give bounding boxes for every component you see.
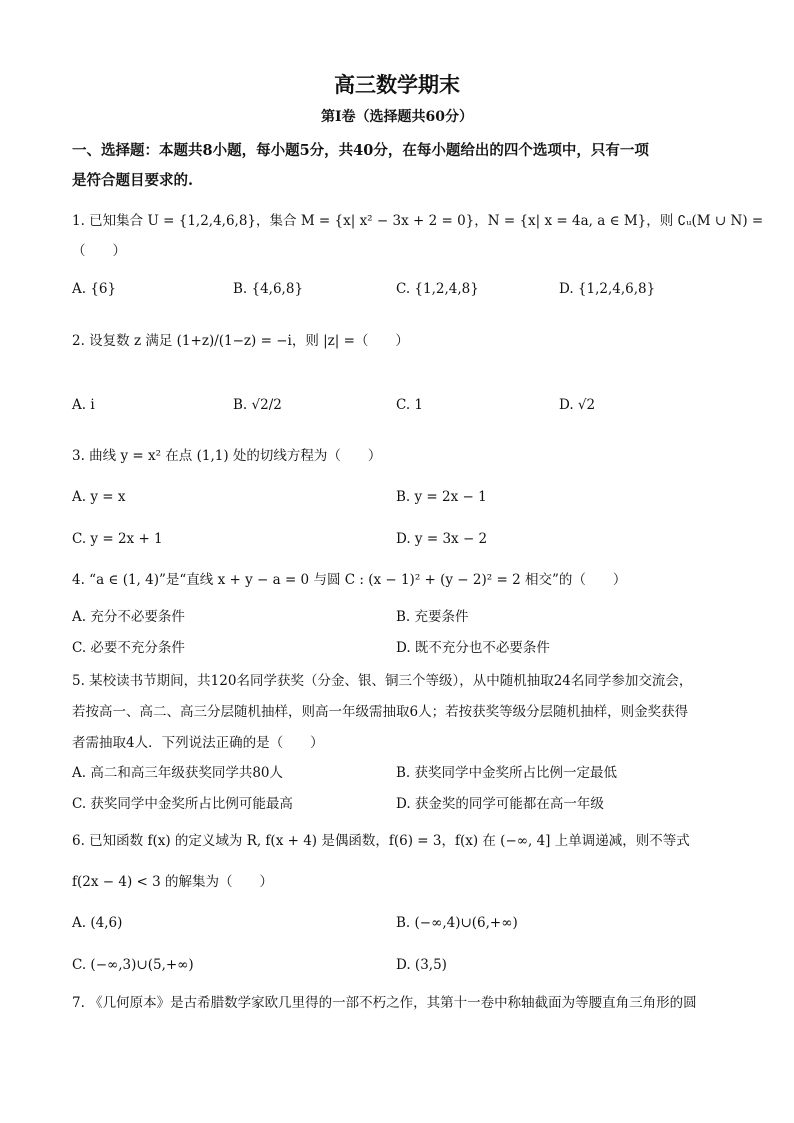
option-a: A. 充分不必要条件 [72, 609, 185, 625]
option-d: D. 既不充分也不必要条件 [396, 640, 550, 656]
question-stem: 1. 已知集合 U = {1,2,4,6,8}，集合 M = {x| x² − 3x + 2 = 0}，N = {x| x = 4a, a ∈ M}，则 ∁ᵤ(M ∪ N) = [72, 213, 764, 229]
question-stem: 2. 设复数 z 满足 (1+z)/(1−z) = −i，则 |z| =（ ） [72, 333, 409, 349]
question-stem: 4. “a ∈ (1, 4)”是“直线 x + y − a = 0 与圆 C : (x − 1)² + (y − 2)² = 2 相交”的（ ） [72, 572, 627, 588]
page-title: 高三数学期末 [334, 72, 460, 97]
option-b: B. √2/2 [233, 397, 282, 413]
option-b: B. 获奖同学中金奖所占比例一定最低 [396, 765, 618, 781]
option-d: D. 获金奖的同学可能都在高一年级 [396, 796, 604, 812]
question-stem: 若按高一、高二、高三分层随机抽样，则高一年级需抽取6人；若按获奖等级分层随机抽样，则金奖获得 [72, 704, 689, 720]
option-c: C. 获奖同学中金奖所占比例可能最高 [72, 796, 293, 812]
option-b: B. (−∞,4)∪(6,+∞) [396, 915, 518, 931]
question-stem: 5. 某校读书节期间，共120名同学获奖（分金、银、铜三个等级），从中随机抽取24名同学参加交流会， [72, 673, 693, 689]
section-heading-line1: 一、选择题：本题共8小题，每小题5分，共40分，在每小题给出的四个选项中，只有一项 [72, 142, 649, 159]
option-c: C. {1,2,4,8} [396, 281, 479, 297]
option-c: C. 必要不充分条件 [72, 640, 185, 656]
question-stem: 3. 曲线 y = x² 在点 (1,1) 处的切线方程为（ ） [72, 448, 382, 464]
option-b: B. {4,6,8} [233, 281, 304, 297]
option-a: A. y = x [72, 489, 126, 505]
option-a: A. 高二和高三年级获奖同学共80人 [72, 765, 284, 781]
option-b: B. 充要条件 [396, 609, 469, 625]
option-a: A. {6} [72, 281, 117, 297]
option-c: C. y = 2x + 1 [72, 531, 163, 547]
question-stem: 7. 《几何原本》是古希腊数学家欧几里得的一部不朽之作，其第十一卷中称轴截面为等腰直角三角形的圆 [72, 995, 697, 1011]
question-stem: 6. 已知函数 f(x) 的定义域为 R, f(x + 4) 是偶函数，f(6) = 3，f(x) 在 (−∞, 4] 上单调递减，则不等式 [72, 833, 690, 849]
option-d: D. (3,5) [396, 957, 447, 973]
page-subtitle: 第Ⅰ卷（选择题共60分） [320, 109, 474, 125]
question-stem: （ ） [72, 243, 126, 259]
question-stem: f(2x − 4) < 3 的解集为（ ） [72, 874, 273, 890]
question-stem: 者需抽取4人．下列说法正确的是（ ） [72, 735, 324, 751]
option-d: D. √2 [559, 397, 596, 413]
option-a: A. (4,6) [72, 915, 123, 931]
option-c: C. 1 [396, 397, 424, 413]
option-b: B. y = 2x − 1 [396, 489, 487, 505]
section-heading-line2: 是符合题目要求的. [72, 172, 194, 189]
option-c: C. (−∞,3)∪(5,+∞) [72, 957, 194, 973]
option-d: D. {1,2,4,6,8} [559, 281, 656, 297]
option-d: D. y = 3x − 2 [396, 531, 488, 547]
option-a: A. i [72, 397, 95, 413]
